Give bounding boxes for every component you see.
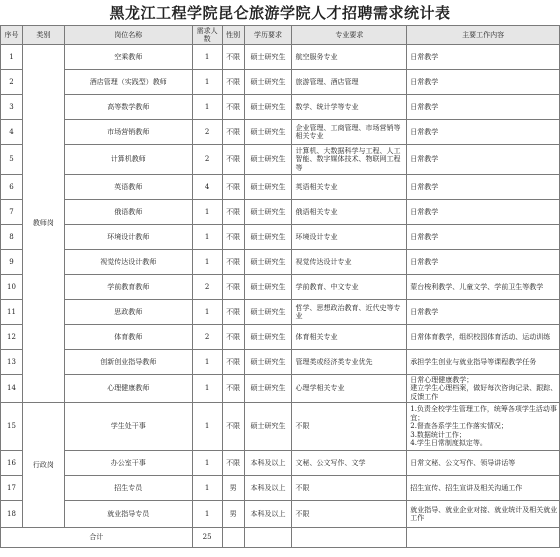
cell-work: 日常教学 — [407, 225, 560, 250]
cell-major: 俄语相关专业 — [292, 200, 407, 225]
total-row — [1, 528, 560, 548]
cell-post: 心理健康教师 — [64, 375, 192, 403]
header-no: 序号 — [1, 26, 23, 45]
cell-major: 体育相关专业 — [292, 325, 407, 350]
cell-education: 硕士研究生 — [244, 70, 292, 95]
cell-education: 硕士研究生 — [244, 95, 292, 120]
cell-post: 招生专员 — [64, 476, 192, 501]
cell-no: 3 — [1, 95, 23, 120]
cell-gender: 男 — [222, 501, 244, 528]
cell-count: 1 — [192, 95, 222, 120]
category-teacher: 教师岗 — [22, 45, 64, 403]
cell-work: 日常体育教学，组织校园体育活动、运动训练 — [407, 325, 560, 350]
cell-gender: 男 — [222, 476, 244, 501]
cell-count: 4 — [192, 175, 222, 200]
cell-education: 本科及以上 — [244, 476, 292, 501]
cell-education: 硕士研究生 — [244, 350, 292, 375]
cell-work: 招生宣传、招生宣讲及相关沟通工作 — [407, 476, 560, 501]
cell-education: 硕士研究生 — [244, 45, 292, 70]
cell-major: 管理类或经济类专业优先 — [292, 350, 407, 375]
cell-education: 硕士研究生 — [244, 145, 292, 175]
cell-gender: 不限 — [222, 200, 244, 225]
cell-no: 12 — [1, 325, 23, 350]
cell-count: 1 — [192, 403, 222, 451]
header-row — [1, 26, 560, 45]
cell-post: 视觉传达设计教师 — [64, 250, 192, 275]
cell-work: 日常教学 — [407, 250, 560, 275]
cell-gender: 不限 — [222, 175, 244, 200]
header-major: 专业要求 — [292, 26, 407, 45]
cell-count: 1 — [192, 476, 222, 501]
cell-education: 硕士研究生 — [244, 300, 292, 325]
table-row — [1, 120, 560, 145]
cell-post: 学生处干事 — [64, 403, 192, 451]
cell-education: 硕士研究生 — [244, 175, 292, 200]
cell-education: 本科及以上 — [244, 501, 292, 528]
cell-gender: 不限 — [222, 45, 244, 70]
cell-count: 1 — [192, 70, 222, 95]
cell-post: 就业指导专员 — [64, 501, 192, 528]
cell-count: 1 — [192, 501, 222, 528]
cell-count: 1 — [192, 45, 222, 70]
cell-education: 硕士研究生 — [244, 225, 292, 250]
table-row — [1, 145, 560, 175]
cell-work: 就业指导、就业企业对接、就业统计及相关就业工作 — [407, 501, 560, 528]
cell-no: 11 — [1, 300, 23, 325]
cell-count: 2 — [192, 325, 222, 350]
cell-count: 1 — [192, 200, 222, 225]
table-row — [1, 403, 560, 451]
cell-post: 体育教师 — [64, 325, 192, 350]
cell-post: 酒店管理（实践型）教师 — [64, 70, 192, 95]
cell-post: 办公室干事 — [64, 451, 192, 476]
cell-count: 1 — [192, 451, 222, 476]
table-row — [1, 95, 560, 120]
cell-education: 硕士研究生 — [244, 325, 292, 350]
table-row — [1, 70, 560, 95]
table-row — [1, 225, 560, 250]
table-row — [1, 200, 560, 225]
cell-work: 承担学生创业与就业指导等课程教学任务 — [407, 350, 560, 375]
cell-post: 市场营销教师 — [64, 120, 192, 145]
cell-post: 俄语教师 — [64, 200, 192, 225]
cell-major: 数学、统计学等专业 — [292, 95, 407, 120]
cell-post: 英语教师 — [64, 175, 192, 200]
cell-post: 环境设计教师 — [64, 225, 192, 250]
cell-work: 蒙台梭利教学、儿童文学、学前卫生等教学 — [407, 275, 560, 300]
header-education: 学历要求 — [244, 26, 292, 45]
cell-work: 日常教学 — [407, 95, 560, 120]
header-gender: 性别 — [222, 26, 244, 45]
cell-count: 1 — [192, 300, 222, 325]
cell-education: 硕士研究生 — [244, 120, 292, 145]
cell-post: 创新创业指导教师 — [64, 350, 192, 375]
cell-major: 哲学、思想政治教育、近代史等专业 — [292, 300, 407, 325]
cell-major: 环境设计专业 — [292, 225, 407, 250]
cell-gender: 不限 — [222, 120, 244, 145]
cell-gender: 不限 — [222, 275, 244, 300]
table-row — [1, 275, 560, 300]
cell-major: 航空服务专业 — [292, 45, 407, 70]
table-row — [1, 501, 560, 528]
cell-major: 心理学相关专业 — [292, 375, 407, 403]
cell-gender: 不限 — [222, 95, 244, 120]
total-label: 合计 — [1, 528, 193, 548]
cell-work: 日常教学 — [407, 300, 560, 325]
cell-education: 硕士研究生 — [244, 403, 292, 451]
total-value: 25 — [192, 528, 222, 548]
cell-major: 英语相关专业 — [292, 175, 407, 200]
cell-gender: 不限 — [222, 350, 244, 375]
cell-work: 日常教学 — [407, 45, 560, 70]
cell-no: 8 — [1, 225, 23, 250]
cell-post: 高等数学教师 — [64, 95, 192, 120]
cell-post: 空乘教师 — [64, 45, 192, 70]
table-row — [1, 476, 560, 501]
recruitment-table — [0, 25, 560, 548]
header-count: 需求人数 — [192, 26, 222, 45]
table-row — [1, 375, 560, 403]
category-admin: 行政岗 — [22, 403, 64, 528]
cell-count: 1 — [192, 375, 222, 403]
table-row — [1, 350, 560, 375]
table-row — [1, 325, 560, 350]
cell-work: 1.负责全校学生管理工作，统筹各项学生活动事宜； 2.督查各系学生工作落实情况； 3.数据统计工作； 4.学生日常制度拟定等。 — [407, 403, 560, 451]
cell-post: 学前教育教师 — [64, 275, 192, 300]
table-row — [1, 250, 560, 275]
cell-education: 硕士研究生 — [244, 375, 292, 403]
cell-gender: 不限 — [222, 375, 244, 403]
cell-work: 日常文秘、公文写作、领导讲话等 — [407, 451, 560, 476]
table-row — [1, 45, 560, 70]
header-post: 岗位名称 — [64, 26, 192, 45]
cell-no: 6 — [1, 175, 23, 200]
cell-gender: 不限 — [222, 70, 244, 95]
header-work: 主要工作内容 — [407, 26, 560, 45]
cell-work: 日常教学 — [407, 145, 560, 175]
cell-no: 9 — [1, 250, 23, 275]
cell-work: 日常教学 — [407, 175, 560, 200]
cell-no: 1 — [1, 45, 23, 70]
cell-count: 1 — [192, 250, 222, 275]
cell-major: 不限 — [292, 476, 407, 501]
cell-major: 旅游管理、酒店管理 — [292, 70, 407, 95]
cell-no: 15 — [1, 403, 23, 451]
cell-count: 2 — [192, 120, 222, 145]
cell-no: 7 — [1, 200, 23, 225]
cell-no: 17 — [1, 476, 23, 501]
table-row — [1, 300, 560, 325]
cell-work: 日常心理健康教学； 建立学生心理档案，做好每次咨询记录、跟踪、反馈工作 — [407, 375, 560, 403]
cell-work: 日常教学 — [407, 70, 560, 95]
cell-major: 企业管理、工商管理、市场营销等相关专业 — [292, 120, 407, 145]
cell-gender: 不限 — [222, 145, 244, 175]
cell-major: 视觉传达设计专业 — [292, 250, 407, 275]
cell-no: 10 — [1, 275, 23, 300]
table-row — [1, 451, 560, 476]
cell-no: 16 — [1, 451, 23, 476]
cell-major: 计算机、大数据科学与工程、人工智能、数字媒体技术、物联网工程等 — [292, 145, 407, 175]
cell-no: 2 — [1, 70, 23, 95]
cell-major: 文秘、公文写作、文学 — [292, 451, 407, 476]
cell-post: 思政教师 — [64, 300, 192, 325]
document-title: 黑龙江工程学院昆仑旅游学院人才招聘需求统计表 — [109, 4, 451, 22]
cell-count: 2 — [192, 275, 222, 300]
cell-count: 1 — [192, 350, 222, 375]
cell-education: 硕士研究生 — [244, 200, 292, 225]
cell-work: 日常教学 — [407, 120, 560, 145]
cell-gender: 不限 — [222, 225, 244, 250]
cell-education: 硕士研究生 — [244, 275, 292, 300]
cell-major: 不限 — [292, 501, 407, 528]
cell-work: 日常教学 — [407, 200, 560, 225]
cell-gender: 不限 — [222, 403, 244, 451]
cell-post: 计算机教师 — [64, 145, 192, 175]
cell-gender: 不限 — [222, 300, 244, 325]
cell-no: 13 — [1, 350, 23, 375]
cell-count: 2 — [192, 145, 222, 175]
cell-gender: 不限 — [222, 451, 244, 476]
cell-gender: 不限 — [222, 325, 244, 350]
cell-education: 本科及以上 — [244, 451, 292, 476]
cell-education: 硕士研究生 — [244, 250, 292, 275]
cell-no: 5 — [1, 145, 23, 175]
table-row — [1, 175, 560, 200]
cell-count: 1 — [192, 225, 222, 250]
cell-no: 18 — [1, 501, 23, 528]
cell-major: 学前教育、中文专业 — [292, 275, 407, 300]
header-category: 类别 — [22, 26, 64, 45]
cell-gender: 不限 — [222, 250, 244, 275]
cell-no: 14 — [1, 375, 23, 403]
cell-major: 不限 — [292, 403, 407, 451]
cell-no: 4 — [1, 120, 23, 145]
